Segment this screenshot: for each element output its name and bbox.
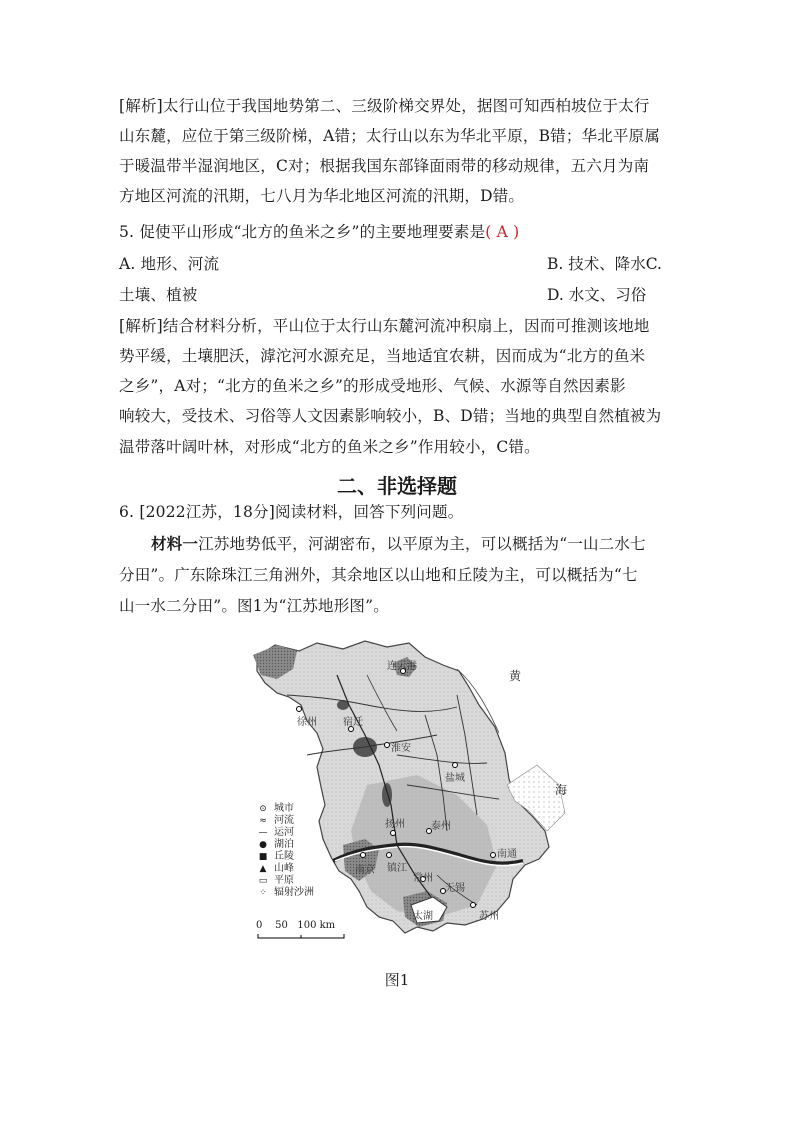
q5-option-a: A. 地形、河流 bbox=[119, 255, 220, 273]
material-label: 材料一 bbox=[151, 534, 199, 553]
legend-item-sandbar bbox=[254, 887, 344, 899]
label-changzhou: 常州 bbox=[413, 873, 433, 884]
legend-item-river bbox=[254, 815, 344, 827]
q5-analysis-line-1: [解析]结合材料分析，平山位于太行山东麓河流冲积扇上，因而可推测该地地 bbox=[119, 317, 650, 335]
city-zhenjiang bbox=[387, 853, 392, 858]
analysis4-line-1: [解析]太行山位于我国地势第二、三级阶梯交界处，据图可知西柏坡位于太行 bbox=[119, 97, 650, 115]
scale-text: 0 50 100 km bbox=[256, 920, 336, 931]
map-scale bbox=[256, 920, 346, 942]
legend-label-city: 城市 bbox=[274, 803, 294, 814]
legend-item-hill bbox=[254, 851, 344, 863]
label-suzhou: 苏州 bbox=[479, 911, 499, 922]
river-icon: ≈ bbox=[259, 816, 267, 826]
q5-answer: ( A ) bbox=[485, 223, 520, 241]
sea-label-huang: 黄 bbox=[509, 669, 522, 683]
label-nanjing: 南京 bbox=[355, 865, 375, 876]
q5-option-c: 土壤、植被 bbox=[119, 286, 198, 304]
legend-item-peak bbox=[254, 863, 344, 875]
label-taizhou: 泰州 bbox=[431, 821, 451, 832]
q5-analysis-line-2: 势平缓，土壤肥沃，滹沱河水源充足，当地适宜农耕，因而成为“北方的鱼米 bbox=[119, 347, 646, 365]
legend-label-peak: 山峰 bbox=[274, 863, 294, 874]
city-suzhou bbox=[471, 903, 476, 908]
legend-item-canal bbox=[254, 827, 344, 839]
city-yancheng bbox=[453, 763, 458, 768]
figure-caption: 图1 bbox=[384, 971, 410, 989]
label-suqian: 宿迁 bbox=[343, 717, 363, 728]
canal-icon: — bbox=[258, 828, 268, 838]
city-huaian bbox=[385, 743, 390, 748]
map-legend bbox=[254, 803, 344, 899]
q5-analysis-line-5: 温带落叶阔叶林，对形成“北方的鱼米之乡”作用较小，C错。 bbox=[119, 438, 540, 456]
city-nanjing bbox=[361, 853, 366, 858]
label-nantong: 南通 bbox=[497, 849, 517, 860]
label-zhenjiang: 镇江 bbox=[387, 863, 407, 874]
analysis4-line-3: 于暖温带半湿润地区，C对；根据我国东部锋面雨带的移动规律，五六月为南 bbox=[119, 157, 650, 175]
q6-material-line-3: 山一水二分田”。图1为“江苏地形图”。 bbox=[119, 597, 389, 615]
label-yancheng: 盐城 bbox=[445, 773, 465, 784]
q6-material-line-1 bbox=[151, 534, 711, 554]
legend-item-city bbox=[254, 803, 344, 815]
q5-option-b: B. 技术、降水C. bbox=[547, 255, 662, 273]
city-icon: ⊙ bbox=[259, 804, 267, 814]
city-yangzhou bbox=[391, 831, 396, 836]
city-xuzhou bbox=[297, 707, 302, 712]
label-taihu: 太湖 bbox=[413, 911, 433, 922]
q6-stem-prefix: 6. bbox=[119, 503, 140, 521]
q5-option-d: D. 水文、习俗 bbox=[547, 286, 647, 304]
material-text-1: 江苏地势低平，河湖密布，以平原为主，可以概括为“一山二水七 bbox=[198, 535, 646, 553]
legend-item-lake bbox=[254, 839, 344, 851]
legend-label-lake: 湖泊 bbox=[274, 839, 294, 850]
q5-stem-line bbox=[119, 222, 679, 242]
sandbar-icon: ⁘ bbox=[259, 888, 267, 898]
label-yangzhou: 扬州 bbox=[385, 819, 405, 830]
q5-analysis-line-3: 之乡”，A对；“北方的鱼米之乡”的形成受地形、气候、水源等自然因素影 bbox=[119, 377, 626, 395]
city-nantong bbox=[491, 853, 496, 858]
plain-icon: ▭ bbox=[258, 876, 268, 886]
q6-stem-rest: 阅读材料，回答下列问题。 bbox=[275, 503, 464, 521]
label-wuxi: 无锡 bbox=[445, 883, 465, 894]
analysis4-line-4: 方地区河流的汛期，七八月为华北地区河流的汛期，D错。 bbox=[119, 187, 525, 205]
label-lianyungang: 连云港 bbox=[387, 661, 417, 672]
map-graphic bbox=[247, 635, 577, 957]
section-title: 二、非选择题 bbox=[337, 474, 457, 498]
legend-item-plain bbox=[254, 875, 344, 887]
q5-stem: 5. 促使平山形成“北方的鱼米之乡”的主要地理要素是 bbox=[119, 223, 486, 241]
q6-stem bbox=[119, 502, 679, 522]
legend-label-sandbar: 辐射沙洲 bbox=[274, 887, 314, 898]
legend-label-hill: 丘陵 bbox=[274, 851, 294, 862]
analysis4-line-2: 山东麓，应位于第三级阶梯，A错；太行山以东为华北平原，B错；华北平原属 bbox=[119, 127, 661, 145]
peak-icon: ▲ bbox=[259, 864, 267, 874]
lake-icon: ● bbox=[259, 840, 267, 850]
legend-label-canal: 运河 bbox=[274, 827, 294, 838]
sea-label-hai: 海 bbox=[555, 783, 568, 797]
legend-label-river: 河流 bbox=[274, 815, 294, 826]
scale-bar-icon bbox=[256, 933, 346, 939]
label-huaian: 淮安 bbox=[391, 743, 411, 754]
label-xuzhou: 徐州 bbox=[297, 717, 317, 728]
legend-label-plain: 平原 bbox=[274, 875, 294, 886]
q5-analysis-line-4: 响较大，受技术、习俗等人文因素影响较小，B、D错；当地的典型自然植被为 bbox=[119, 407, 662, 425]
hill-icon: ■ bbox=[258, 852, 268, 862]
q6-material-line-2: 分田”。广东除珠江三角洲外，其余地区以山地和丘陵为主，可以概括为“七 bbox=[119, 566, 638, 584]
q6-source: [2022江苏，18分] bbox=[139, 503, 275, 521]
jiangsu-topographic-map bbox=[247, 635, 577, 957]
